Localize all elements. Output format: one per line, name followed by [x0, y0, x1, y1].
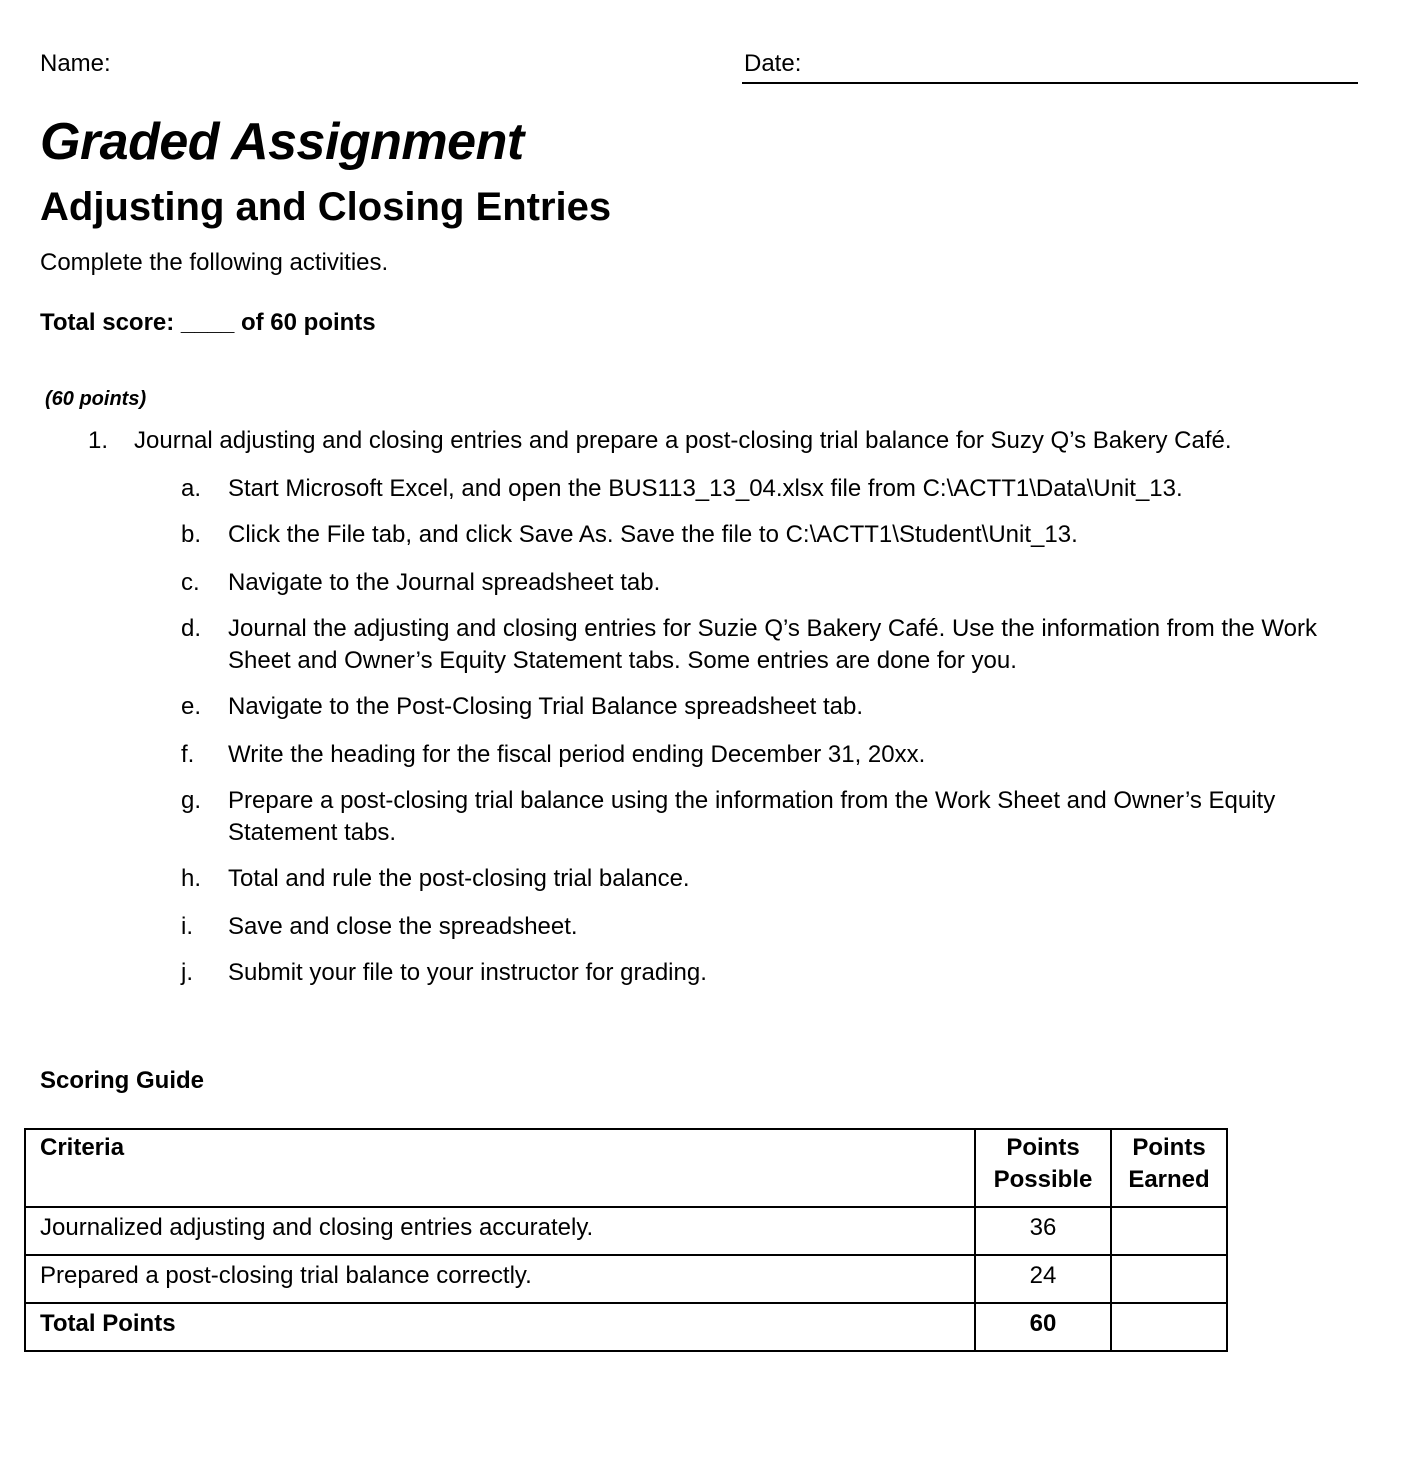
points-possible-header-line1: Points — [1006, 1134, 1080, 1161]
points-earned-cell — [1111, 1207, 1227, 1255]
criteria-cell: Journalized adjusting and closing entries accurately. — [25, 1207, 975, 1255]
total-score: Total score: ____ of 60 points — [40, 309, 376, 336]
points-earned-header — [1111, 1129, 1227, 1207]
step-letter: f. — [181, 741, 195, 768]
table-row — [25, 1255, 1227, 1303]
step-text: Prepare a post-closing trial balance using the information from the Work Sheet and Owner’s Equity Statement tabs. — [228, 787, 1276, 846]
criteria-header-label: Criteria — [40, 1134, 125, 1161]
total-points-label: Total Points — [25, 1303, 975, 1351]
table-header-row — [25, 1129, 1227, 1207]
step-letter: h. — [181, 865, 202, 892]
page-title: Graded Assignment — [40, 113, 524, 171]
criteria-header — [25, 1129, 975, 1207]
step-letter: e. — [181, 693, 202, 720]
step-text: Click the File tab, and click Save As. Save the file to C:\ACTT1\Student\Unit_13. — [228, 521, 1078, 548]
step-letter: b. — [181, 521, 202, 548]
step-text: Journal the adjusting and closing entries for Suzie Q’s Bakery Café. Use the information from the Work Sheet and Owner’s Equity Statement tabs. Some entries are done for you. — [228, 615, 1317, 674]
step-text: Start Microsoft Excel, and open the BUS113_13_04.xlsx file from C:\ACTT1\Data\Unit_13. — [228, 475, 1183, 502]
step-text: Write the heading for the fiscal period ending December 31, 20xx. — [228, 741, 926, 768]
table-row — [25, 1207, 1227, 1255]
scoring-guide-title: Scoring Guide — [40, 1067, 205, 1094]
points-earned-header-line1: Points — [1132, 1134, 1206, 1161]
step-text: Total and rule the post-closing trial balance. — [228, 865, 690, 892]
page-subtitle: Adjusting and Closing Entries — [40, 185, 612, 229]
intro-text: Complete the following activities. — [40, 249, 389, 276]
points-possible-header — [975, 1129, 1111, 1207]
points-possible-cell: 24 — [975, 1255, 1111, 1303]
step-letter: d. — [181, 615, 202, 642]
step-text: Submit your file to your instructor for grading. — [228, 959, 707, 986]
step-letter: j. — [181, 959, 193, 986]
scoring-table — [24, 1128, 1228, 1352]
name-label: Name: — [40, 50, 111, 77]
step-text: Navigate to the Journal spreadsheet tab. — [228, 569, 661, 596]
step-text: Save and close the spreadsheet. — [228, 913, 578, 940]
points-possible-header-line2: Possible — [993, 1166, 1093, 1193]
step-letter: c. — [181, 569, 200, 596]
points-earned-cell — [1111, 1255, 1227, 1303]
question-number: 1. — [88, 427, 109, 454]
table-total-row — [25, 1303, 1227, 1351]
step-text: Navigate to the Post-Closing Trial Balance spreadsheet tab. — [228, 693, 864, 720]
date-line — [742, 82, 1358, 84]
total-points-possible: 60 — [975, 1303, 1111, 1351]
step-letter: i. — [181, 913, 193, 940]
question-text: Journal adjusting and closing entries and prepare a post-closing trial balance for Suzy Q’s Bakery Café. — [134, 427, 1232, 454]
criteria-cell: Prepared a post-closing trial balance correctly. — [25, 1255, 975, 1303]
points-possible-cell: 36 — [975, 1207, 1111, 1255]
date-label: Date: — [744, 50, 802, 77]
points-note: (60 points) — [45, 388, 147, 410]
points-earned-header-line2: Earned — [1128, 1166, 1210, 1193]
step-letter: a. — [181, 475, 202, 502]
step-letter: g. — [181, 787, 202, 814]
total-points-earned — [1111, 1303, 1227, 1351]
